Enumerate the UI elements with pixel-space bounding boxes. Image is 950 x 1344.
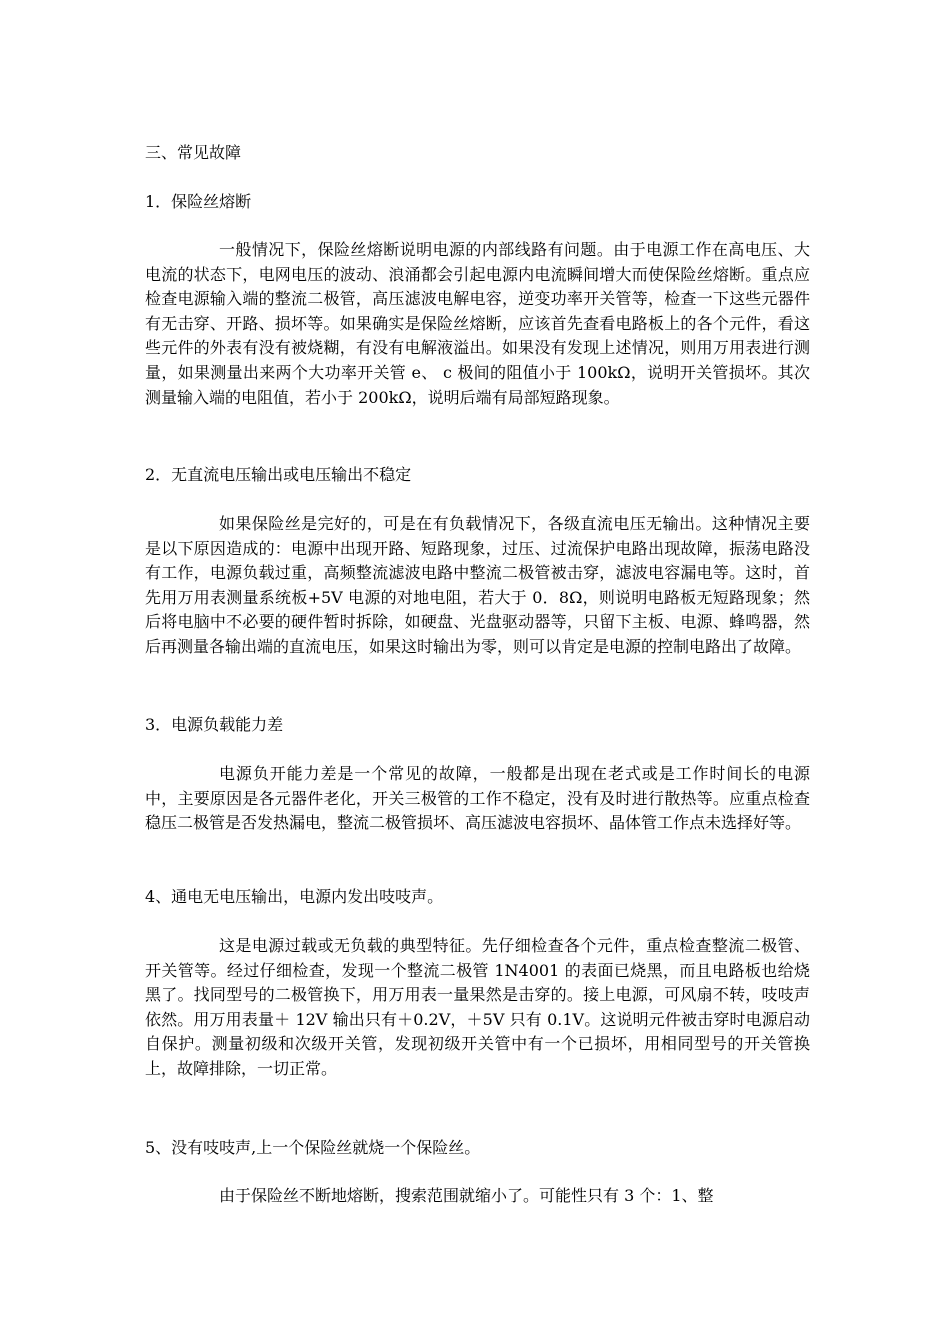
subsection-heading-1: 1．保险丝熔断 <box>145 192 252 211</box>
subsection-paragraph-1: 一般情况下，保险丝熔断说明电源的内部线路有问题。由于电源工作在高电压、大电流的状态下，电网电压的波动、浪涌都会引起电源内电流瞬间增大而使保险丝熔断。重点应检查电源输入端的整流二极管，高压滤波电解电容，逆变功率开关管等，检查一下这些元器件有无击穿、开路、损坏等。如果确实是保险丝熔断，应该首先查看电路板上的各个元件，看这些元件的外表有没有被烧糊，有没有电解液溢出。如果没有发现上述情况，则用万用表进行测量，如果测量出来两个大功率开关管 e、 c 极间的阻值小于 100kΩ，说明开关管损坏。其次测量输入端的电阻值，若小于 200kΩ，说明后端有局部短路现象。 <box>145 240 810 407</box>
subsection-heading-2: 2．无直流电压输出或电压输出不稳定 <box>145 465 412 484</box>
subsection-paragraph-5: 由于保险丝不断地熔断，搜索范围就缩小了。可能性只有 3 个：1、整 <box>219 1186 714 1205</box>
subsection-paragraph-3: 电源负开能力差是一个常见的故障，一般都是出现在老式或是工作时间长的电源中，主要原因是各元器件老化，开关三极管的工作不稳定，没有及时进行散热等。应重点检查稳压二极管是否发热漏电，整流二极管损坏、高压滤波电容损坏、晶体管工作点未选择好等。 <box>145 764 810 833</box>
subsection-heading-5: 5、没有吱吱声,上一个保险丝就烧一个保险丝。 <box>145 1138 481 1157</box>
subsection-heading-3: 3．电源负载能力差 <box>145 715 284 734</box>
subsection-paragraph-2: 如果保险丝是完好的，可是在有负载情况下，各级直流电压无输出。这种情况主要是以下原因造成的：电源中出现开路、短路现象，过压、过流保护电路出现故障，振荡电路没有工作，电源负载过重，高频整流滤波电路中整流二极管被击穿，滤波电容漏电等。这时，首先用万用表测量系统板+5V 电源的对地电阻，若大于 0．8Ω，则说明电路板无短路现象；然后将电脑中不必要的硬件暂时拆除，如硬盘、光盘驱动器等，只留下主板、电源、蜂鸣器，然后再测量各输出端的直流电压，如果这时输出为零，则可以肯定是电源的控制电路出了故障。 <box>145 514 810 656</box>
subsection-heading-4: 4、通电无电压输出，电源内发出吱吱声。 <box>145 887 444 906</box>
subsection-paragraph-4: 这是电源过载或无负载的典型特征。先仔细检查各个元件，重点检查整流二极管、开关管等。经过仔细检查，发现一个整流二极管 1N4001 的表面已烧黑，而且电路板也给烧黑了。找同型号的二极管换下，用万用表一量果然是击穿的。接上电源，可风扇不转，吱吱声依然。用万用表量＋ 12V 输出只有＋0.2V，＋5V 只有 0.1V。这说明元件被击穿时电源启动自保护。测量初级和次级开关管，发现初级开关管中有一个已损坏，用相同型号的开关管换上，故障排除，一切正常。 <box>145 936 810 1078</box>
document-page <box>145 0 810 1344</box>
section-title: 三、常见故障 <box>145 143 242 162</box>
